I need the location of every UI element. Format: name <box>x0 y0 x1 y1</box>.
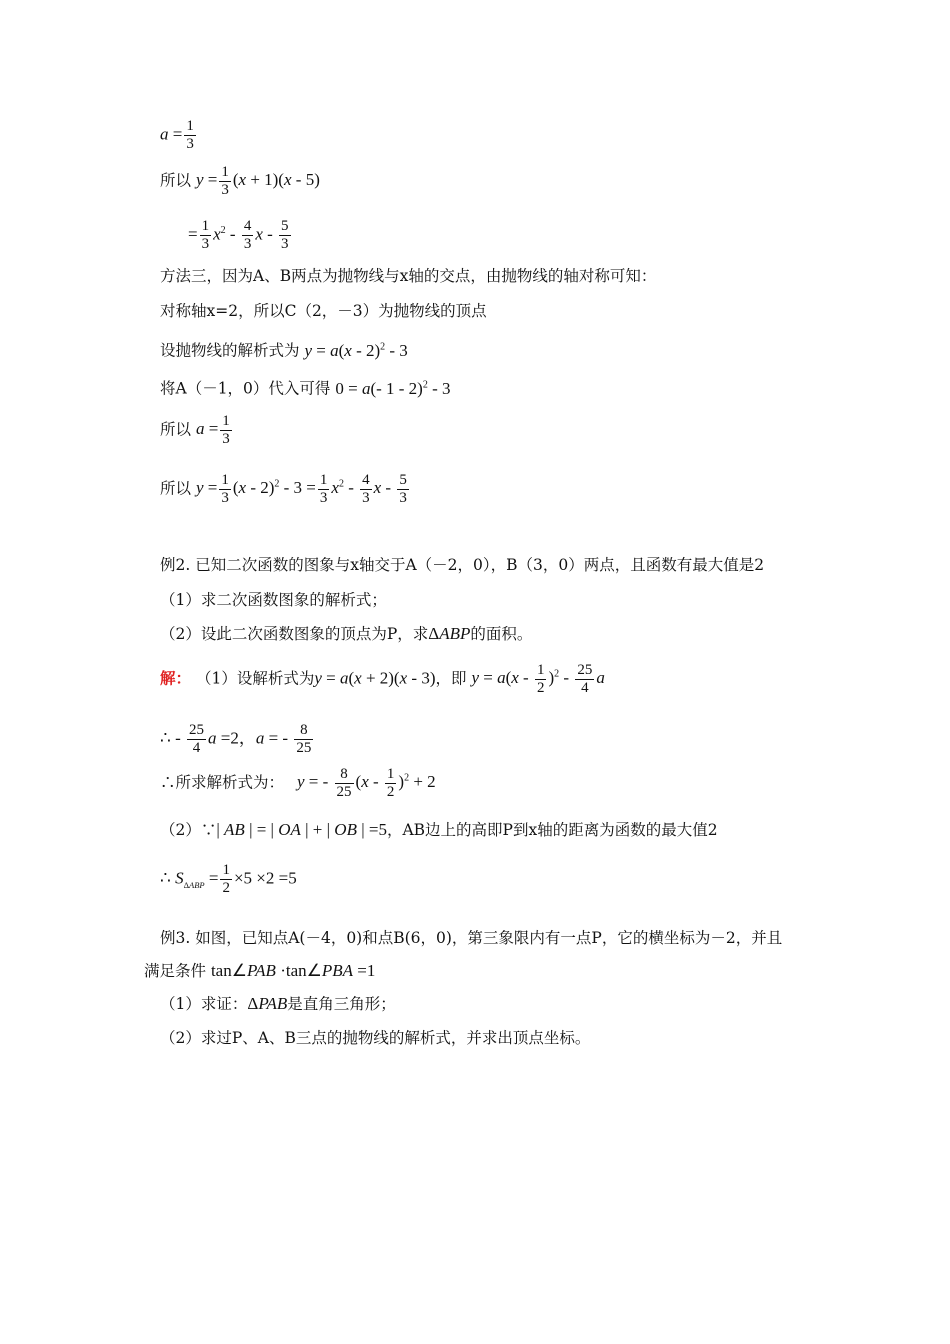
example2-title: 例2. 已知二次函数的图象与x轴交于A（－2，0），B（3，0）两点，且函数有最大值是2 <box>160 556 765 574</box>
result-a-line: a = $\frac{1}{3}$ <box>160 118 194 152</box>
condition-label: 满足条件 <box>144 962 207 980</box>
set-form-line: 设抛物线的解析式为 y = a(x - 2)$^2$ - 3 <box>160 340 408 360</box>
example3-question2: （2）求过P、A、B三点的抛物线的解析式，并求出顶点坐标。 <box>160 1029 591 1047</box>
example3-title: 例3. 如图，已知点A(－4，0)和点B(6，0)，第三象限内有一点P，它的横坐标为－2，并且 <box>160 929 783 947</box>
method3-text: 方法三，因为A、B两点为抛物线与x轴的交点，由抛物线的轴对称可知： <box>160 267 657 285</box>
so-label: 所以 <box>160 479 192 498</box>
axis-text: 对称轴x=2，所以C（2，－3）为抛物线的顶点 <box>160 302 487 320</box>
therefore-symbol: ∴ <box>160 728 171 748</box>
example3-question1: （1）求证：ΔPAB是直角三角形； <box>160 994 396 1013</box>
result-y-factored-line: 所以 y = $\frac{1}{3}$ (x + 1)(x - 5) <box>160 164 320 198</box>
solution-part2-line: （2）∵| AB | = | OA | + | OB | =5，AB边上的高即P到x轴的距离为函数的最大值2 <box>160 820 718 839</box>
so-y-line: 所以 y = $\frac{1}{3}$ (x - 2)$^2$ - 3 = $\frac{1}{3}$ $x^2$ - $\frac{4}{3}$ x - $\frac{5}{3}$ <box>160 472 407 506</box>
solution-result-line: ∴所求解析式为： y = - $\frac{8}{25}$ (x - $\frac{1}{2}$ )$^2$ + 2 <box>160 766 436 800</box>
substitute-a-label: 将A（－1，0）代入可得 <box>160 379 331 398</box>
therefore-symbol: ∴ <box>160 773 176 792</box>
example2-question1: （1）求二次函数图象的解析式； <box>160 591 387 609</box>
area-line: ∴ $S_{\Delta ABP}$ = $\frac{1}{2}$ ×5 ×2 =5 <box>160 862 297 896</box>
sol2-prefix: （2）∵ <box>160 821 217 839</box>
q2-suffix: 的面积。 <box>470 625 533 643</box>
q2-prefix: （2）设此二次函数图象的顶点为P，求 <box>160 625 429 643</box>
solution-a-line: ∴ - $\frac{25}{4}$ a =2，a = - $\frac{8}{25}$ <box>160 722 312 756</box>
set-form-label: 设抛物线的解析式为 <box>160 341 300 360</box>
substitute-a-line: 将A（－1，0）代入可得 0 = a(- 1 - 2)$^2$ - 3 <box>160 378 451 398</box>
sol2-suffix: ，AB边上的高即P到x轴的距离为函数的最大值2 <box>386 821 718 839</box>
sol1-prefix: （1）设解析式为 <box>195 669 315 688</box>
result-label: 所求解析式为： <box>175 773 285 792</box>
so-a-line: 所以 a = $\frac{1}{3}$ <box>160 413 230 447</box>
so-label: 所以 <box>160 171 192 190</box>
q1-suffix: 是直角三角形； <box>287 995 396 1013</box>
solution-label: 解： <box>160 668 192 688</box>
so-label: 所以 <box>160 420 192 439</box>
result-y-expanded-line: = $\frac{1}{3}$ $x^2$ - $\frac{4}{3}$ x - $\frac{5}{3}$ <box>188 218 289 252</box>
example2-question2: （2）设此二次函数图象的顶点为P，求ΔABP的面积。 <box>160 624 533 643</box>
therefore-symbol: ∴ <box>160 868 171 888</box>
solution-line1: 解： （1）设解析式为y = a(x + 2)(x - 3)，即 y = a(x - $\frac{1}{2}$ )$^2$ - $\frac{25}{4}$ a <box>160 662 605 696</box>
example3-condition: 满足条件 tan∠PAB ·tan∠PBA =1 <box>144 961 376 980</box>
sol1-mid: ，即 <box>435 669 467 688</box>
q1-prefix: （1）求证： <box>160 995 248 1013</box>
